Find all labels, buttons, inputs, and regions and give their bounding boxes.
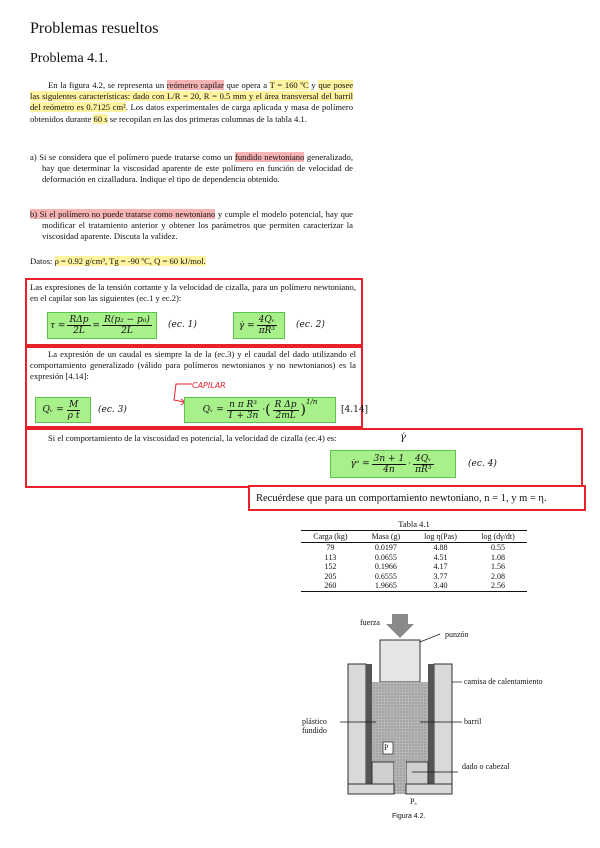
label-p: P [384, 743, 389, 752]
col-header-masa: Masa (g) [360, 531, 412, 543]
intro-paragraph: En la figura 4.2, se representa un reómetro capilar que opera a T = 160 ºC y que posee las siguientes características: dado con L/R = 20, R = 0.5 mm y el área transversal del barril del reómetro es 0.7125 cm². Los datos experimentales de carga aplicada y masa de polímero obtenidos durante 60 s se recopilan en las dos primeras columnas de la tabla 4.1. [30, 80, 354, 124]
gamma-annotation: γ̇ [400, 432, 406, 443]
datos-line: Datos: ρ = 0.92 g/cm³, Tg = -90 ºC, Q = 60 kJ/mol. [30, 256, 206, 266]
label-camisa: camisa de calentamiento [464, 677, 543, 686]
problem-title: Problema 4.1. [30, 51, 109, 66]
data-table [301, 530, 527, 592]
label-fuerza: fuerza [360, 618, 380, 627]
table-caption: Tabla 4.1 [398, 519, 430, 529]
figure-caption: Figura 4.2. [392, 813, 426, 820]
box2-text: La expresión de un caudal es siempre la de la (ec.3) y el caudal del dado utilizando el comportamiento generalizado (válido para polímeros newtonianos y no newtonianos) es la expresión [4.14]: [30, 349, 356, 382]
box3-text: Si el comportamiento de la viscosidad es potencial, la velocidad de cizalla (ec.4) es: [48, 433, 337, 443]
equation-3: Qᵥ = $\frac{M}{\text{ρ t}}$ [35, 397, 91, 423]
label-barril: barril [464, 717, 482, 726]
table-row: 79 0.0197 4.88 0.55 [326, 543, 506, 552]
item-b: b) Si el polímero no puede tratarse como newtoniano y cumple el modelo potencial, hay que modificar el tratamiento anterior y obtener los parámetros que permiten caracterizar la viscosidad aparente. Discuta la validez. [30, 209, 353, 242]
equation-2: γ̇ = $\frac{\text{4Qᵥ}}{\text{πR³}}$ [233, 312, 285, 339]
equation-4-14: Qᵥ = $\frac{\text{n π R³}}{1 + 3n}$ · ( $\frac{\text{R Δp}}{2mL}$ ) $^{1/n}$ [184, 397, 336, 423]
newtonian-note: Recuérdese que para un comportamiento newtoniano, n = 1, y m = η. [248, 485, 586, 511]
label-punzon: punzón [445, 630, 469, 639]
equation-1: τ = $\frac{\text{RΔp}}{2L}$ = $\frac{\text{R(p₂ − p₀)}}{2L}$ [47, 312, 157, 339]
equation-4: γ̇ᵃ = $\frac{3n + 1}{4n}$ · $\frac{\text{4Qᵥ}}{\text{πR³}}$ [330, 450, 456, 478]
table-row: 152 0.1966 4.17 1.56 [324, 562, 506, 571]
label-pa: Pₐ [410, 797, 417, 806]
box1-text: Las expresiones de la tensión cortante y la velocidad de cizalla, para un polímero newtoniano, en el capilar son las siguientes (ec.1 y ec.2): [30, 282, 356, 304]
capilar-annotation: CAPILAR [192, 381, 226, 390]
table-row: 260 1.9665 3.40 2.56 [301, 581, 527, 591]
equation-4-label: (ec. 4) [468, 459, 497, 469]
table-row: 205 0.6555 3.77 2.08 [324, 571, 506, 581]
rheometer-diagram [340, 612, 470, 802]
col-header-log-rate: log (dγ/dt) [469, 531, 527, 543]
label-plastico: plástico fundido [302, 717, 327, 735]
equation-4-14-label: [4.14] [341, 405, 369, 415]
equation-1-label: (ec. 1) [168, 320, 197, 330]
equation-2-label: (ec. 2) [296, 320, 325, 330]
item-a: a) Si se considera que el polímero puede tratarse como un fundido newtoniano generalizado, hay que determinar la viscosidad aparente de este polímero en función de velocidad de deformación en cizalladura. Indique el tipo de dependencia obtenido. [30, 152, 353, 185]
label-dado: dado o cabezal [462, 762, 510, 771]
equation-3-label: (ec. 3) [98, 405, 127, 415]
table-row: 113 0.0655 4.51 1.08 [324, 552, 506, 562]
col-header-carga: Carga (kg) [301, 531, 360, 543]
page-heading: Problemas resueltos [30, 20, 159, 37]
col-header-log-eta: log η(Pas) [412, 531, 469, 543]
